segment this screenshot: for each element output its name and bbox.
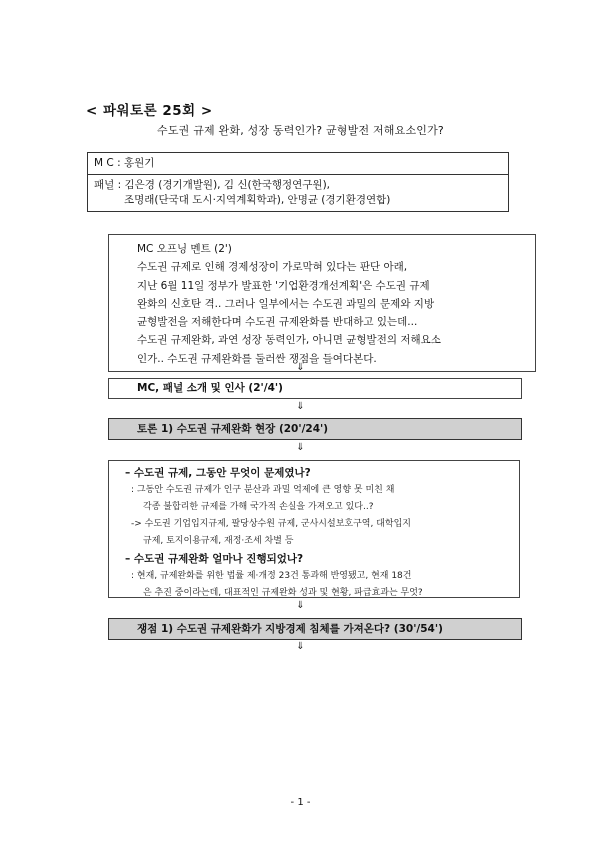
question-2: – 수도권 규제완화 얼마나 진행되었나? [125, 553, 304, 565]
mc-row: M C : 홍원기 [94, 157, 155, 169]
question-2-detail [125, 568, 509, 602]
debate-box: 토론 1) 수도권 규제완화 현장 (20'/24') [108, 418, 522, 440]
down-arrow-icon: ⇓ [296, 641, 305, 652]
page-number: - 1 - [290, 797, 311, 808]
detail-line: -> 수도권 기업입지규제, 팔당상수원 규제, 군사시설보호구역, 대학입지 [131, 519, 411, 529]
page-subtitle: 수도권 규제 완화, 성장 동력인가? 균형발전 저해요소인가? [157, 124, 444, 137]
down-arrow-icon: ⇓ [296, 401, 305, 412]
panel-line-1: 패널 : 김은경 (경기개발원), 김 신(한국행정연구원), [94, 179, 331, 191]
down-arrow-icon: ⇓ [296, 600, 305, 611]
intro-box: MC, 패널 소개 및 인사 (2'/4') [108, 378, 522, 399]
question-1: – 수도권 규제, 그동안 무엇이 문제였나? [125, 467, 311, 479]
opening-line: 완화의 신호탄 격.. 그러나 일부에서는 수도권 과밀의 문제와 지방 [137, 297, 435, 310]
detail-line: 은 추진 중이라는데, 대표적인 규제완화 성과 및 현황, 파급효과는 무엇? [143, 588, 423, 598]
detail-box [108, 460, 520, 598]
question-1-detail [125, 482, 509, 550]
detail-line: 각종 불합리한 규제를 가해 국가적 손실을 가져오고 있다..? [143, 502, 374, 512]
detail-line: : 현재, 규제완화를 위한 법률 제·개정 23건 통과해 반영됐고, 현재 18건 [131, 571, 412, 581]
page-title: < 파워토론 25회 > [86, 103, 213, 119]
opening-line: 균형발전을 저해한다며 수도권 규제완화를 반대하고 있는데... [137, 316, 418, 329]
down-arrow-icon: ⇓ [296, 442, 305, 453]
issue-box: 쟁점 1) 수도권 규제완화가 지방경제 침체를 가져온다? (30'/54') [108, 618, 522, 640]
down-arrow-icon: ⇓ [296, 362, 305, 373]
opening-box [108, 234, 536, 372]
detail-line: : 그동안 수도권 규제가 인구 분산과 과밀 억제에 큰 영향 못 미친 채 [131, 485, 395, 495]
opening-line: 지난 6월 11일 정부가 발표한 '기업환경개선계획'은 수도권 규제 [137, 279, 430, 292]
opening-line: 인가.. 수도권 규제완화를 둘러싼 쟁점을 들여다본다. [137, 352, 377, 365]
panel-row [88, 174, 508, 211]
panel-line-2: 조명래(단국대 도시·지역계획학과), 안명균 (경기환경연합) [124, 194, 391, 206]
opening-line: 수도권 규제완화, 과연 성장 동력인가, 아니면 균형발전의 저해요소 [137, 334, 441, 347]
detail-line: 규제, 토지이용규제, 재정·조세 차별 등 [143, 536, 294, 546]
opening-line: 수도권 규제로 인해 경제성장이 가로막혀 있다는 판단 아래, [137, 261, 408, 274]
opening-heading: MC 오프닝 멘트 (2') [137, 243, 232, 255]
info-table [87, 152, 509, 212]
